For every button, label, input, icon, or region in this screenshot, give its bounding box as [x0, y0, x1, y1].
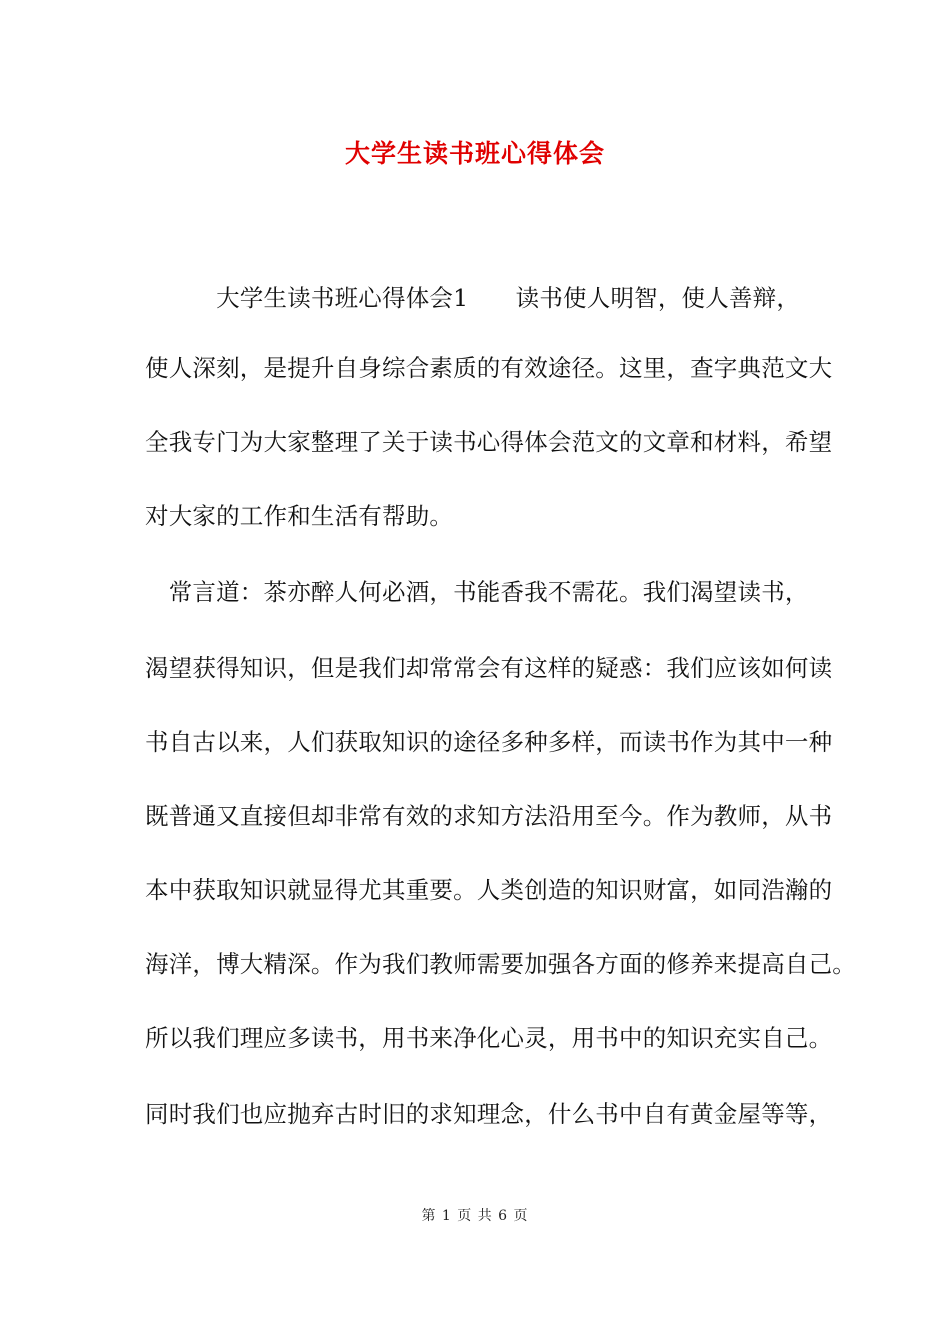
paragraph-line-12: 同时我们也应抛弃古时旧的求知理念，什么书中自有黄金屋等等，: [145, 1100, 833, 1128]
document-title: 大学生读书班心得体会: [344, 139, 605, 168]
paragraph-line-6: 渴望获得知识，但是我们却常常会有这样的疑惑：我们应该如何读: [145, 654, 833, 682]
paragraph-line-2: 使人深刻，是提升自身综合素质的有效途径。这里，查字典范文大: [145, 354, 833, 382]
paragraph-line-4: 对大家的工作和生活有帮助。: [145, 502, 454, 530]
paragraph-line-10: 海洋，博大精深。作为我们教师需要加强各方面的修养来提高自己。: [145, 950, 856, 978]
paragraph-line-8: 既普通又直接但却非常有效的求知方法沿用至今。作为教师，从书: [145, 802, 833, 830]
paragraph-line-3: 全我专门为大家整理了关于读书心得体会范文的文章和材料，希望: [145, 428, 833, 456]
page-number-footer: 第 1 页 共 6 页: [421, 1208, 529, 1224]
paragraph-line-11: 所以我们理应多读书，用书来净化心灵，用书中的知识充实自己。: [145, 1024, 833, 1052]
paragraph-line-9: 本中获取知识就显得尤其重要。人类创造的知识财富，如同浩瀚的: [145, 876, 833, 904]
paragraph-line-5: 常言道：茶亦醉人何必酒，书能香我不需花。我们渴望读书，: [145, 578, 809, 606]
paragraph-line-7: 书自古以来，人们获取知识的途径多种多样，而读书作为其中一种: [145, 728, 833, 756]
paragraph-line-1: 大学生读书班心得体会1 读书使人明智，使人善辩，: [145, 284, 801, 312]
